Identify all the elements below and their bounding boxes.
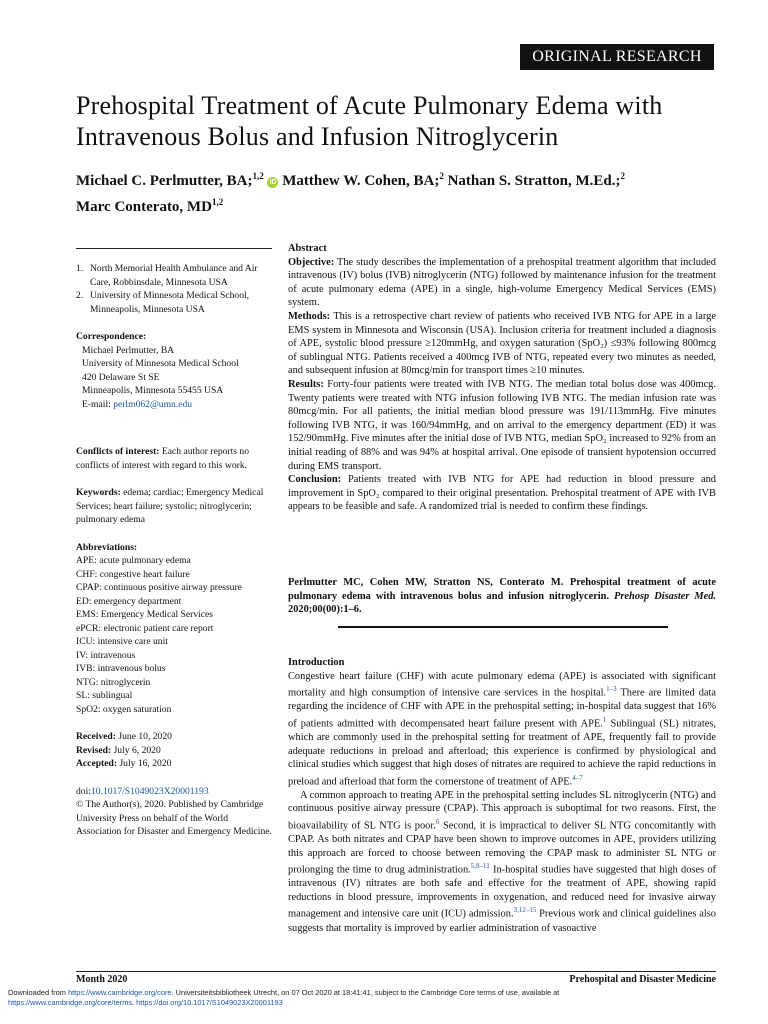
intro-paragraph-2 — [288, 789, 716, 935]
doi-link[interactable]: 10.1017/S1049023X20001193 — [90, 785, 209, 797]
correspondence-line: Minneapolis, Minnesota 55455 USA — [82, 385, 224, 396]
email-label: E-mail: — [82, 398, 111, 410]
intro-text: Second, it is impractical to deliver SL NTG concomitantly with CPAP. As both nitrates and CPAP have been shown to improve outcomes in APE, providers utilizing this approach are forced to choose between removing the CPAP mask to administer SL NTG or prolonging the time to drug administration. — [288, 820, 716, 876]
sidebar-divider — [76, 248, 272, 249]
reference-link[interactable]: 1–3 — [606, 685, 617, 694]
author-2: Matthew W. Cohen, BA; — [282, 173, 440, 189]
affiliation-text: University of Minnesota Medical School, Minneapolis, Minnesota USA — [90, 290, 250, 315]
download-text: . — [132, 997, 135, 1007]
citation — [288, 576, 716, 617]
correspondence-email — [76, 398, 272, 412]
email-link[interactable]: perlm062@umn.edu — [113, 398, 193, 410]
keywords-text: edema; cardiac; Emergency Medical Services; heart failure; systolic; nitroglycerin; pulmonary edema — [76, 487, 264, 525]
abbreviation-item: NTG: nitroglycerin — [76, 676, 151, 688]
author-list — [76, 166, 726, 218]
received-label: Received: — [76, 731, 116, 742]
abstract — [288, 242, 716, 514]
keywords-label: Keywords: — [76, 487, 121, 498]
citation-journal: Prehosp Disaster Med. — [614, 590, 716, 602]
orcid-icon[interactable]: iD — [269, 179, 277, 186]
section-badge: ORIGINAL RESEARCH — [520, 44, 714, 70]
citation-divider — [338, 626, 668, 628]
reference-link[interactable]: 4–7 — [572, 773, 583, 782]
author-4-affil: 1,2 — [211, 197, 224, 207]
abstract-results — [288, 378, 716, 473]
accepted-value: July 16, 2020 — [119, 758, 172, 769]
author-3-affil: 2 — [620, 171, 626, 181]
doi-prefix: doi: — [76, 785, 91, 797]
footer-issue-date: Month 2020 — [76, 974, 128, 985]
intro-text: Sublingual (SL) nitrates, which are commonly used in the prehospital setting for treatment of APE, frequently fail to provide adequate reductions in preload and afterload; this experience is confirmed by physiological and clinical studies which suggest that high doses of nitrates are required to achieve the rapid reductions in preload and afterload that form the cornerstone of treatment of APE. — [288, 718, 716, 788]
intro-text: Previous work and clinical guidelines also suggests that mortality is improved by earlier administration of vasoactive — [288, 908, 716, 934]
abbreviation-item: ICU: intensive care unit — [76, 636, 168, 647]
author-1: Michael C. Perlmutter, BA; — [76, 173, 253, 189]
objective-text: The study describes the implementation of a prehospital treatment algorithm that included intravenous (IV) bolus (IVB) nitroglycerin (NTG) followed by maintenance infusion for the treatment of acute pulmonary edema (APE) in a single, high-volume Emergency Medical Services (EMS) system. — [288, 256, 716, 309]
abbreviation-item: CHF: congestive heart failure — [76, 568, 190, 580]
abstract-methods — [288, 310, 716, 378]
abbreviation-item: APE: acute pulmonary edema — [76, 555, 191, 566]
abbreviation-item: IV: intravenous — [76, 649, 136, 661]
intro-text: A common approach to treating APE in the prehospital setting includes SL nitroglycerin (NTG) and continuous positive airway pressure (CPAP). This approach is suboptimal for two reasons. First, the bioavailability of SL NTG is poor. — [288, 789, 716, 832]
intro-text: In-hospital studies have suggested that high doses of intravenous (IV) nitrates are both safe and effective for the treatment of APE, showing rapid reductions in blood pressure, improvements in oxygenation, and reduced need for invasive airway management and intensive care unit (ICU) admission. — [288, 864, 716, 920]
reference-link[interactable]: 5,8–11 — [470, 862, 490, 871]
author-4: Marc Conterato, MD — [76, 199, 212, 215]
doi-url-link[interactable]: https://doi.org/10.1017/S1049023X20001193 — [136, 997, 283, 1007]
received-date — [76, 730, 272, 744]
affiliation-number: 2. — [76, 290, 84, 301]
accepted-date — [76, 757, 272, 771]
copyright-notice: © The Author(s), 2020. Published by Cambridge University Press on behalf of the World Association for Disaster and Emergency Medicine. — [76, 799, 272, 837]
citation-text: Perlmutter MC, Cohen MW, Stratton NS, Conterato M. Prehospital treatment of acute pulmonary edema with intravenous bolus and infusion nitroglycerin. — [288, 577, 716, 602]
received-value: June 10, 2020 — [118, 731, 172, 742]
abbreviation-item: SpO2: oxygen saturation — [76, 703, 172, 715]
affiliation-number: 1. — [76, 263, 84, 274]
results-label: Results: — [288, 378, 324, 390]
affiliation-2 — [76, 289, 272, 316]
abbreviation-item: IVB: intravenous bolus — [76, 663, 166, 674]
conclusion-label: Conclusion: — [288, 474, 342, 486]
revised-label: Revised: — [76, 744, 112, 756]
correspondence-line: Michael Perlmutter, BA — [82, 344, 175, 356]
footer-divider — [76, 971, 716, 972]
author-3: Nathan S. Stratton, M.Ed.; — [447, 173, 621, 189]
reference-link[interactable]: 6 — [435, 817, 440, 826]
conflicts-of-interest — [76, 445, 272, 472]
abstract-objective — [288, 256, 716, 310]
affiliation-1 — [76, 262, 272, 289]
correspondence-line: 420 Delaware St SE — [82, 371, 160, 383]
methods-label: Methods: — [288, 310, 331, 322]
objective-label: Objective: — [288, 256, 335, 268]
reference-link[interactable]: 1 — [602, 715, 607, 724]
revised-date — [76, 744, 272, 758]
abstract-conclusion — [288, 473, 716, 514]
accepted-label: Accepted: — [76, 758, 118, 769]
download-notice — [8, 988, 748, 1007]
correspondence-line: University of Minnesota Medical School — [82, 358, 239, 369]
abbreviation-item: CPAP: continuous positive airway pressure — [76, 582, 242, 593]
abbreviation-item: EMS: Emergency Medical Services — [76, 609, 214, 620]
correspondence-label: Correspondence: — [76, 331, 147, 342]
intro-text: Congestive heart failure (CHF) with acute pulmonary edema (APE) is associated with significant mortality and high consumption of intensive care services in the hospital. — [288, 670, 716, 699]
article-title: Prehospital Treatment of Acute Pulmonary Edema with Intravenous Bolus and Infusion Nitroglycerin — [76, 91, 663, 151]
intro-text: There are limited data regarding the incidence of CHF with APE in the prehospital setting; in-hospital data suggest that 16% of patients admitted with decompensated heart failure present with APE. — [288, 687, 716, 730]
abbreviation-item: ePCR: electronic patient care report — [76, 622, 214, 634]
abstract-heading: Abstract — [288, 243, 327, 254]
reference-link[interactable]: 3,12–15 — [513, 906, 537, 915]
keywords — [76, 486, 272, 527]
citation-details: 2020;00(00):1–6. — [288, 604, 362, 616]
abbreviations-label: Abbreviations: — [76, 541, 138, 553]
download-text: . Universiteitsbibliotheek Utrecht, on 07 Oct 2020 at 18:41:41, subject to the Cambridge Core terms of use, available at — [171, 988, 560, 997]
download-text: Downloaded from — [8, 988, 66, 997]
conflicts-label: Conflicts of interest: — [76, 446, 160, 457]
revised-value: July 6, 2020 — [113, 744, 161, 756]
terms-link[interactable]: https://www.cambridge.org/core/terms — [8, 997, 133, 1007]
article-sidebar — [76, 262, 272, 839]
conclusion-text: Patients treated with IVB NTG for APE had reduction in blood pressure and improvement in SpO₂ compared to their original presentation. Prehospital treatment of APE with IVB appears to be feasible and safe. A randomized trial is needed to confirm these findings. — [288, 474, 716, 513]
cambridge-core-link[interactable]: https://www.cambridge.org/core — [68, 988, 172, 997]
author-1-affil: 1,2 — [252, 171, 264, 181]
abbreviation-item: SL: sublingual — [76, 690, 133, 701]
intro-paragraph-1 — [288, 670, 716, 789]
footer-journal-name: Prehospital and Disaster Medicine — [569, 974, 716, 985]
conflicts-text: Each author reports no conflicts of interest with regard to this work. — [76, 446, 250, 471]
author-2-affil: 2 — [439, 171, 444, 181]
results-text: Forty-four patients were treated with IVB NTG. The median total bolus dose was 400mcg. Twenty patients were treated with NTG infusion following IVB NTG. The median infusion rate was 80mcg/min. For all patients, the initial median blood pressure was 191/113mmHg. Five minutes following IVB NTG, it was 160/94mmHg, and on arrival to the emergency department (ED) it was 152/90mmHg. Five minutes after the initial dose of IVB NTG, median SpO₂ increased to 92% from an initial reading of 88% and was 94% at hospital arrival. One episode of transient hypotension occurred during EMS transport. — [288, 378, 716, 472]
doi — [76, 785, 272, 799]
abbreviation-item: ED: emergency department — [76, 595, 182, 607]
introduction-section — [288, 656, 716, 935]
affiliation-text: North Memorial Health Ambulance and Air Care, Robbinsdale, Minnesota USA — [90, 263, 258, 288]
introduction-heading: Introduction — [288, 657, 345, 668]
methods-text: This is a retrospective chart review of patients who received IVB NTG for APE in a large EMS system in Minnesota and Wisconsin (USA). Inclusion criteria for treatment included a diagnosis of APE, systolic blood pressure ≥120mmHg, and oxygen saturation (SpO₂) ≤93% following 800mcg of sublingual NTG. Patients received a 400mcg IVB of NTG, repeated every two minutes as needed, and subsequent infusion at 80mcg/min for transport times ≥10 minutes. — [288, 310, 716, 377]
